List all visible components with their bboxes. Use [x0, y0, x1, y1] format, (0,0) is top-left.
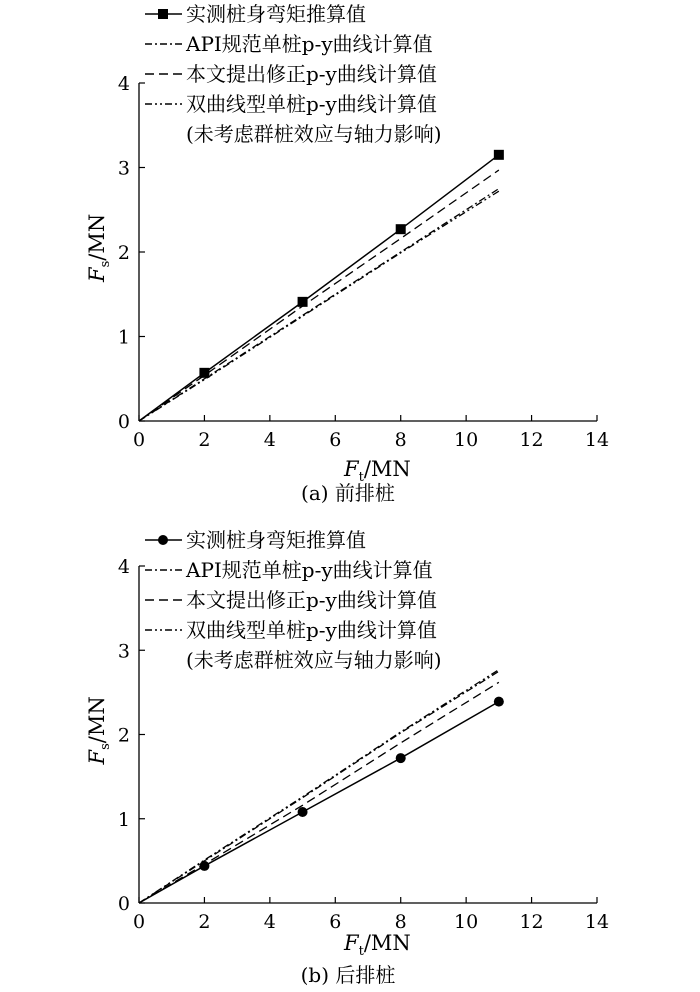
- x-axis-label-unit: /MN: [363, 457, 411, 481]
- chart-panel-a: [85, 2, 609, 505]
- x-axis-label-main: F: [344, 457, 359, 481]
- x-tick-label: 0: [132, 429, 146, 451]
- x-tick-label: 8: [394, 429, 407, 451]
- x-axis-label-sub: t: [358, 944, 364, 959]
- x-tick-label: 10: [454, 429, 479, 451]
- panel-caption: (b) 后排桩: [300, 963, 396, 987]
- x-tick-label: 2: [198, 429, 211, 451]
- legend: [145, 528, 442, 672]
- series-line-1: [139, 155, 499, 421]
- x-tick-label: 14: [584, 429, 610, 451]
- legend-label-2: API规范单桩p-y曲线计算值: [186, 558, 433, 582]
- legend-marker-square: [158, 9, 168, 19]
- data-point-circle: [298, 807, 308, 817]
- x-tick-label: 4: [263, 429, 276, 451]
- y-tick-label: 0: [117, 893, 130, 915]
- series-line-3: [139, 682, 499, 903]
- legend-label-4: 双曲线型单桩p-y曲线计算值: [186, 92, 437, 116]
- y-tick-label: 0: [117, 411, 130, 433]
- legend-note: (未考虑群桩效应与轴力影响): [186, 122, 442, 146]
- x-tick-label: 6: [329, 911, 342, 933]
- y-tick-label: 3: [117, 157, 130, 180]
- chart-panel-b: [85, 528, 609, 987]
- y-axis-label: [85, 696, 113, 765]
- legend-label-3: 本文提出修正p-y曲线计算值: [186, 62, 437, 86]
- data-point-circle: [396, 753, 406, 763]
- x-tick-label: 12: [519, 911, 544, 933]
- x-axis-label: [343, 931, 411, 959]
- legend-label-1: 实测桩身弯矩推算值: [186, 528, 366, 552]
- y-tick-label: 1: [117, 326, 130, 349]
- panel-caption: (a) 前排桩: [301, 481, 395, 505]
- y-tick-label: 4: [117, 556, 130, 578]
- legend-label-2: API规范单桩p-y曲线计算值: [186, 32, 433, 56]
- legend-note: (未考虑群桩效应与轴力影响): [186, 648, 442, 672]
- x-tick-label: 12: [519, 429, 544, 451]
- data-point-circle: [494, 697, 504, 707]
- x-tick-label: 8: [394, 911, 407, 933]
- y-axis-label-sub: s: [98, 260, 113, 268]
- y-axis-label-main: F: [85, 267, 109, 282]
- data-point-square: [396, 224, 406, 234]
- x-tick-label: 14: [584, 911, 610, 933]
- y-tick-label: 1: [117, 808, 130, 831]
- y-tick-label: 2: [117, 242, 130, 264]
- x-axis-label-unit: /MN: [363, 931, 411, 955]
- x-axis-label-main: F: [344, 931, 359, 955]
- x-tick-label: 10: [454, 911, 479, 933]
- x-tick-label: 6: [329, 429, 342, 451]
- legend-marker-circle: [158, 535, 168, 545]
- x-axis-label-sub: t: [358, 470, 364, 485]
- x-tick-label: 4: [263, 911, 276, 933]
- y-axis-label-sub: s: [98, 743, 113, 750]
- y-axis-label: [85, 214, 113, 283]
- x-tick-label: 2: [198, 911, 211, 933]
- x-tick-label: 0: [132, 911, 146, 933]
- legend-label-1: 实测桩身弯矩推算值: [186, 2, 366, 26]
- series-line-4: [139, 191, 499, 421]
- y-tick-label: 4: [117, 73, 130, 95]
- legend-label-3: 本文提出修正p-y曲线计算值: [186, 588, 437, 612]
- series-line-3: [139, 170, 499, 421]
- series-line-1: [139, 702, 499, 903]
- y-tick-label: 3: [117, 640, 130, 663]
- legend: [145, 2, 442, 146]
- y-tick-label: 2: [117, 724, 130, 747]
- y-axis-label-main: F: [85, 749, 109, 765]
- legend-label-4: 双曲线型单桩p-y曲线计算值: [186, 618, 437, 642]
- y-axis-label-unit: /MN: [85, 696, 109, 744]
- y-axis-label-unit: /MN: [85, 213, 109, 261]
- data-point-square: [494, 150, 504, 160]
